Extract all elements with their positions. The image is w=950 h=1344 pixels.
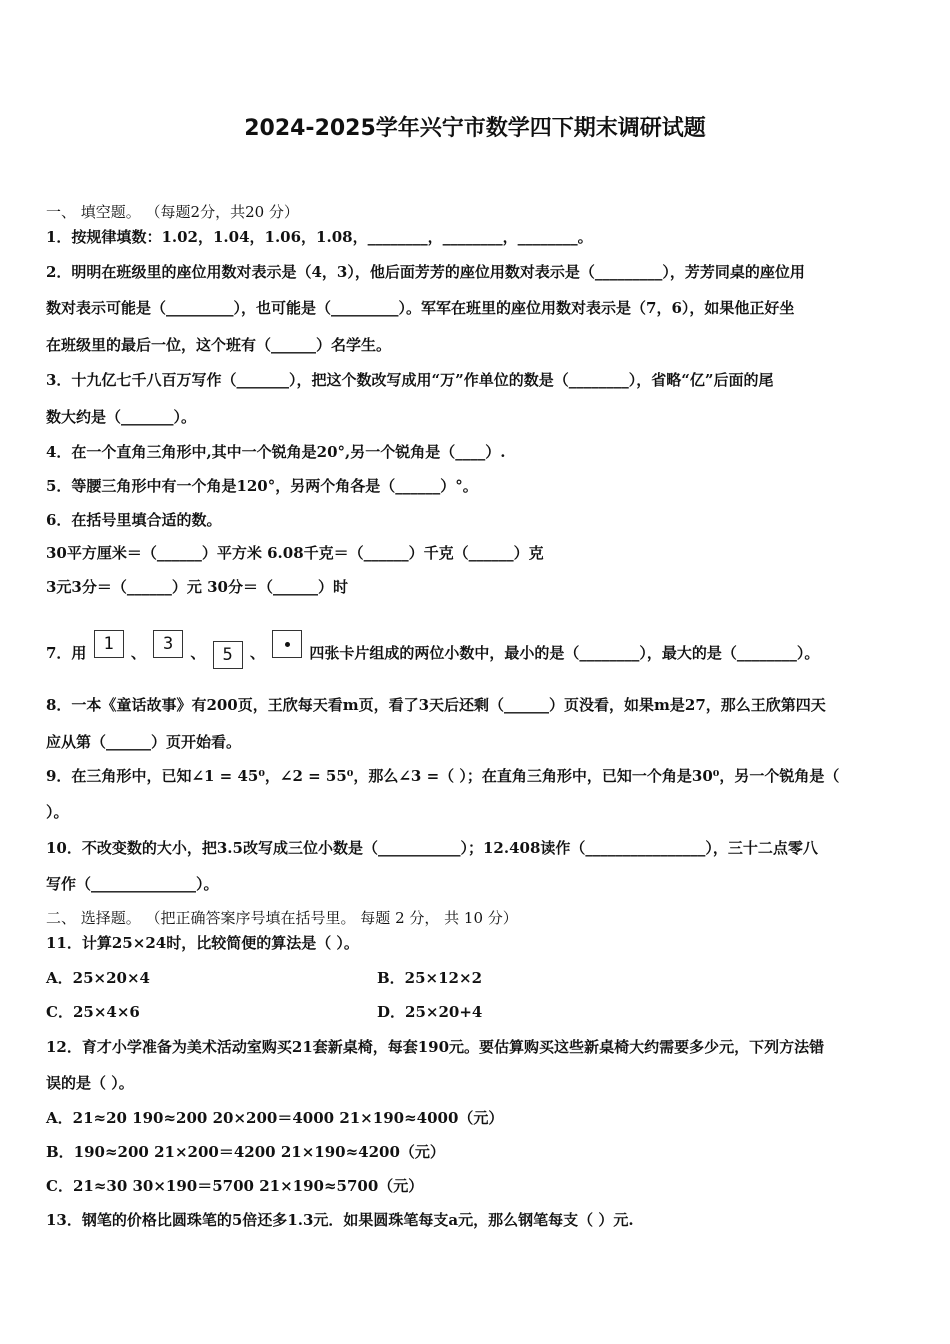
question-8-line-2: 应从第（______）页开始看。	[46, 733, 242, 751]
decimal-point-card	[272, 630, 302, 658]
section-2-heading: 二、 选择题。 （把正确答案序号填在括号里。 每题 2 分， 共 10 分）	[46, 909, 518, 927]
question-1: 1．按规律填数：1.02，1.04，1.06，1.08，________，________，________。	[46, 228, 593, 246]
question-6-line-1: 30平方厘米＝（______）平方米 6.08千克＝（______）千克（______）克	[46, 544, 544, 562]
question-6-line-2: 3元3分＝（______）元 30分＝（______）时	[46, 578, 348, 596]
option-b: B．25×12×2	[377, 969, 483, 987]
option-a: A．25×20×4	[46, 969, 150, 987]
card-separator: 、	[190, 644, 206, 662]
question-4: 4．在一个直角三角形中,其中一个锐角是20°,另一个锐角是（____）.	[46, 443, 506, 461]
question-12-line-2: 误的是（ ）。	[46, 1074, 134, 1092]
decimal-point-icon	[285, 642, 290, 647]
question-5: 5．等腰三角形中有一个角是120°，另两个角各是（______）°。	[46, 477, 478, 495]
question-9-line-1: 9．在三角形中，已知∠1 = 45⁰，∠2 = 55⁰，那么∠3 =（ ）；在直角三角形中，已知一个角是30⁰，另一个锐角是（	[46, 767, 840, 785]
card-separator: 、	[249, 644, 265, 662]
question-2-line-3: 在班级里的最后一位，这个班有（______）名学生。	[46, 336, 392, 354]
question-9-line-2: ）。	[46, 803, 69, 821]
question-13: 13．钢笔的价格比圆珠笔的5倍还多1.3元．如果圆珠笔每支a元，那么钢笔每支（ ）元.	[46, 1211, 634, 1229]
question-3-line-1: 3．十九亿七千八百万写作（_______），把这个数改写成用“万”作单位的数是（________），省略“亿”后面的尾	[46, 371, 774, 389]
question-7-suffix: 四张卡片组成的两位小数中，最小的是（________），最大的是（________）。	[309, 644, 820, 662]
question-7-prefix: 7．用	[46, 644, 87, 662]
option-c: C．25×4×6	[46, 1003, 140, 1021]
question-2-line-2: 数对表示可能是（_________），也可能是（_________）。军军在班里的座位用数对表示是（7，6），如果他正好坐	[46, 299, 795, 317]
question-2-line-1: 2．明明在班级里的座位用数对表示是（4，3），他后面芳芳的座位用数对表示是（_________），芳芳同桌的座位用	[46, 263, 805, 281]
question-6: 6．在括号里填合适的数。	[46, 511, 222, 529]
question-12-line-1: 12．育才小学准备为美术活动室购买21套新桌椅，每套190元。要估算购买这些新桌椅大约需要多少元，下列方法错	[46, 1038, 825, 1056]
page-title: 2024-2025学年兴宁市数学四下期末调研试题	[244, 116, 706, 141]
question-3-line-2: 数大约是（_______）。	[46, 408, 197, 426]
section-1-heading: 一、 填空题。 （每题2分，共20 分）	[46, 203, 299, 221]
question-10-line-1: 10．不改变数的大小，把3.5改写成三位小数是（___________）；12.408读作（________________），三十二点零八	[46, 839, 818, 857]
option-d: D．25×20+4	[377, 1003, 483, 1021]
question-7	[46, 630, 916, 664]
question-8-line-1: 8．一本《童话故事》有200页，王欣每天看m页，看了3天后还剩（______）页没看，如果m是27，那么王欣第四天	[46, 696, 826, 714]
number-card-3: 3	[153, 630, 183, 658]
question-12-option-c: C．21≈30 30×190＝5700 21×190≈5700（元）	[46, 1177, 424, 1195]
number-card-5: 5	[213, 641, 243, 669]
question-12-option-b: B．190≈200 21×200＝4200 21×190≈4200（元）	[46, 1143, 445, 1161]
card-separator: 、	[130, 644, 146, 662]
question-12-option-a: A．21≈20 190≈200 20×200＝4000 21×190≈4000（元）	[46, 1109, 504, 1127]
question-11: 11．计算25×24时，比较简便的算法是（ ）。	[46, 934, 359, 952]
question-10-line-2: 写作（______________）。	[46, 875, 219, 893]
number-card-1: 1	[94, 630, 124, 658]
